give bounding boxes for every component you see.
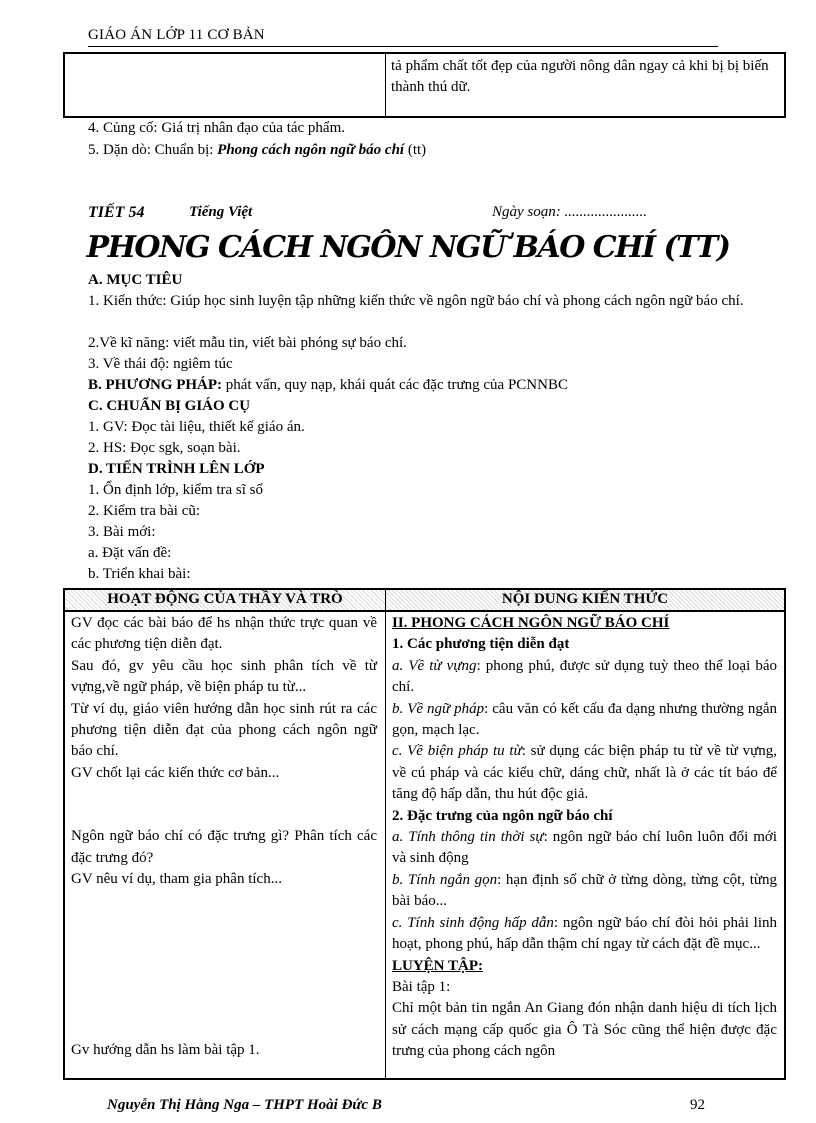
content-rhetoric (392, 741, 777, 805)
practice-heading: LUYỆN TẬP: (392, 957, 483, 974)
spacer (71, 784, 377, 826)
lesson-table (63, 588, 786, 1080)
page-number: 92 (690, 1097, 705, 1113)
content-subsection-2: 2. Đặc trưng của ngôn ngữ báo chí (392, 807, 613, 824)
trait-3-label: c. Tính sinh động hấp dẫn (392, 914, 554, 931)
lesson-subject: Tiếng Việt (189, 204, 253, 220)
step-1: 1. Ổn định lớp, kiểm tra sĩ số (88, 482, 264, 498)
consolidation-line: 4. Củng cố: Giá trị nhân đạo của tác phẩm. (88, 120, 346, 136)
content-section-title: II. PHONG CÁCH NGÔN NGỮ BÁO CHÍ (392, 615, 670, 631)
prep-teacher: 1. GV: Đọc tài liệu, thiết kế giáo án. (88, 419, 305, 435)
footer-author: Nguyễn Thị Hằng Nga – THPT Hoài Đức B (107, 1097, 382, 1113)
section-b-text: phát vấn, quy nạp, khái quát các đặc trưng của PCNNBC (222, 377, 568, 393)
step-3a: a. Đặt vấn đề: (88, 545, 172, 561)
page-header: GIÁO ÁN LỚP 11 CƠ BẢN (88, 27, 265, 43)
homework-line (88, 140, 426, 161)
grammar-label: b. Về ngữ pháp (392, 700, 485, 717)
homework-suffix: (tt) (404, 142, 427, 158)
content-subsection-1: 1. Các phương tiện diễn đạt (392, 636, 570, 653)
lesson-title: PHONG CÁCH NGÔN NGỮ BÁO CHÍ (TT) (86, 230, 730, 265)
section-b-heading: B. PHƯƠNG PHÁP: (88, 377, 223, 393)
objective-attitude: 3. Về thái độ: ngiêm túc (88, 356, 233, 372)
content-trait-1 (392, 827, 777, 870)
step-2: 2. Kiểm tra bài cũ: (88, 503, 201, 519)
section-b-line (88, 375, 568, 396)
trait-2-text: : hạn định số chữ ở từng dòng, từng cột, từng bài báo... (392, 871, 777, 910)
continued-cell-text: tả phẩm chất tốt đẹp của người nông dân ngay cả khi bị bị biến thành thú dữ. (391, 58, 769, 95)
table-column-divider (385, 590, 386, 1078)
trait-3-text: : ngôn ngữ báo chí đòi hỏi phải linh hoạt, phong phú, hấp dẫn thậm chí ngay từ cách đặt đề mục... (392, 914, 777, 953)
spacer (71, 890, 377, 1040)
homework-prefix: 5. Dặn dò: Chuẩn bị: (88, 142, 218, 158)
section-c-heading: C. CHUẨN BỊ GIÁO CỤ (88, 398, 251, 414)
trait-2-label: b. Tính ngắn gọn (392, 871, 498, 888)
content-column (392, 613, 777, 1063)
activity-p1: GV đọc các bài báo để hs nhận thức trực quan về các phương tiện diễn đạt. (71, 615, 377, 653)
objective-skills: 2.Về kĩ năng: viết mẫu tin, viết bài phóng sự báo chí. (88, 335, 407, 351)
content-grammar (392, 699, 777, 742)
activity-p5: Ngôn ngữ báo chí có đặc trưng gì? Phân tích các đặc trưng đó? (71, 828, 377, 866)
activity-p2: Sau đó, gv yêu cầu học sinh phân tích về từ vựng,về ngữ pháp, về biện pháp tu từ... (71, 657, 377, 696)
header-content: NỘI DUNG KIẾN THỨC (501, 591, 669, 607)
exercise-1-text: Chỉ một bản tin ngắn An Giang đón nhận danh hiệu di tích lịch sử cách mạng cấp quốc gia Ô Tà Sóc cũng thể hiện được đặc trưng của phong cách ngôn (392, 1000, 777, 1060)
activity-p3: Từ ví dụ, giáo viên hướng dẫn học sinh rút ra các phương tiện diễn đạt của phong cách ngôn ngữ báo chí. (71, 700, 377, 760)
homework-topic: Phong cách ngôn ngữ báo chí (217, 142, 405, 158)
activity-p7: Gv hướng dẫn hs làm bài tập 1. (71, 1042, 260, 1059)
section-a-heading: A. MỤC TIÊU (88, 272, 183, 288)
rhetoric-text: : sử dụng các biện pháp tu từ về từ vựng, về cú pháp và các kiểu chữ, dáng chữ, nhất là ở các tít báo để tăng độ hấp dẫn, thu hút độc giả. (392, 743, 777, 803)
vocab-label: a. Về từ vựng (392, 657, 477, 674)
step-3b: b. Triển khai bài: (88, 566, 191, 582)
rhetoric-label: c. Về biện pháp tu từ (392, 743, 522, 760)
content-trait-3 (392, 913, 777, 956)
trait-1-text: : ngôn ngữ báo chí luôn luôn đổi mới và sinh động (392, 829, 777, 867)
section-d-heading: D. TIẾN TRÌNH LÊN LỚP (88, 461, 265, 477)
prep-student: 2. HS: Đọc sgk, soạn bài. (88, 440, 241, 456)
header-teacher-student: HOẠT ĐỘNG CỦA THẦY VÀ TRÒ (107, 591, 343, 607)
exercise-1-label: Bài tập 1: (392, 978, 451, 995)
objective-knowledge: 1. Kiến thức: Giúp học sinh luyện tập những kiến thức về ngôn ngữ báo chí và phong cách ngôn ngữ báo chí. (88, 293, 744, 309)
activity-p6: GV nêu ví dụ, tham gia phân tích... (71, 871, 282, 888)
trait-1-label: a. Tính thông tin thời sự (392, 829, 544, 846)
header-rule (88, 46, 718, 47)
activity-p4: GV chốt lại các kiến thức cơ bản... (71, 764, 280, 781)
column-divider (385, 54, 386, 116)
activities-column (71, 613, 377, 1062)
lesson-number: TIẾT 54 (88, 204, 145, 221)
content-vocab (392, 656, 777, 699)
vocab-text: : phong phú, được sử dụng tuỳ theo thể loại báo chí. (392, 657, 777, 696)
lesson-date: Ngày soạn: ...................... (492, 204, 647, 220)
content-trait-2 (392, 870, 777, 913)
grammar-text: : câu văn có kết cấu đa dạng nhưng thường ngắn gọn, mạch lạc. (392, 700, 777, 739)
continued-table (63, 52, 786, 118)
step-3: 3. Bài mới: (88, 524, 156, 540)
